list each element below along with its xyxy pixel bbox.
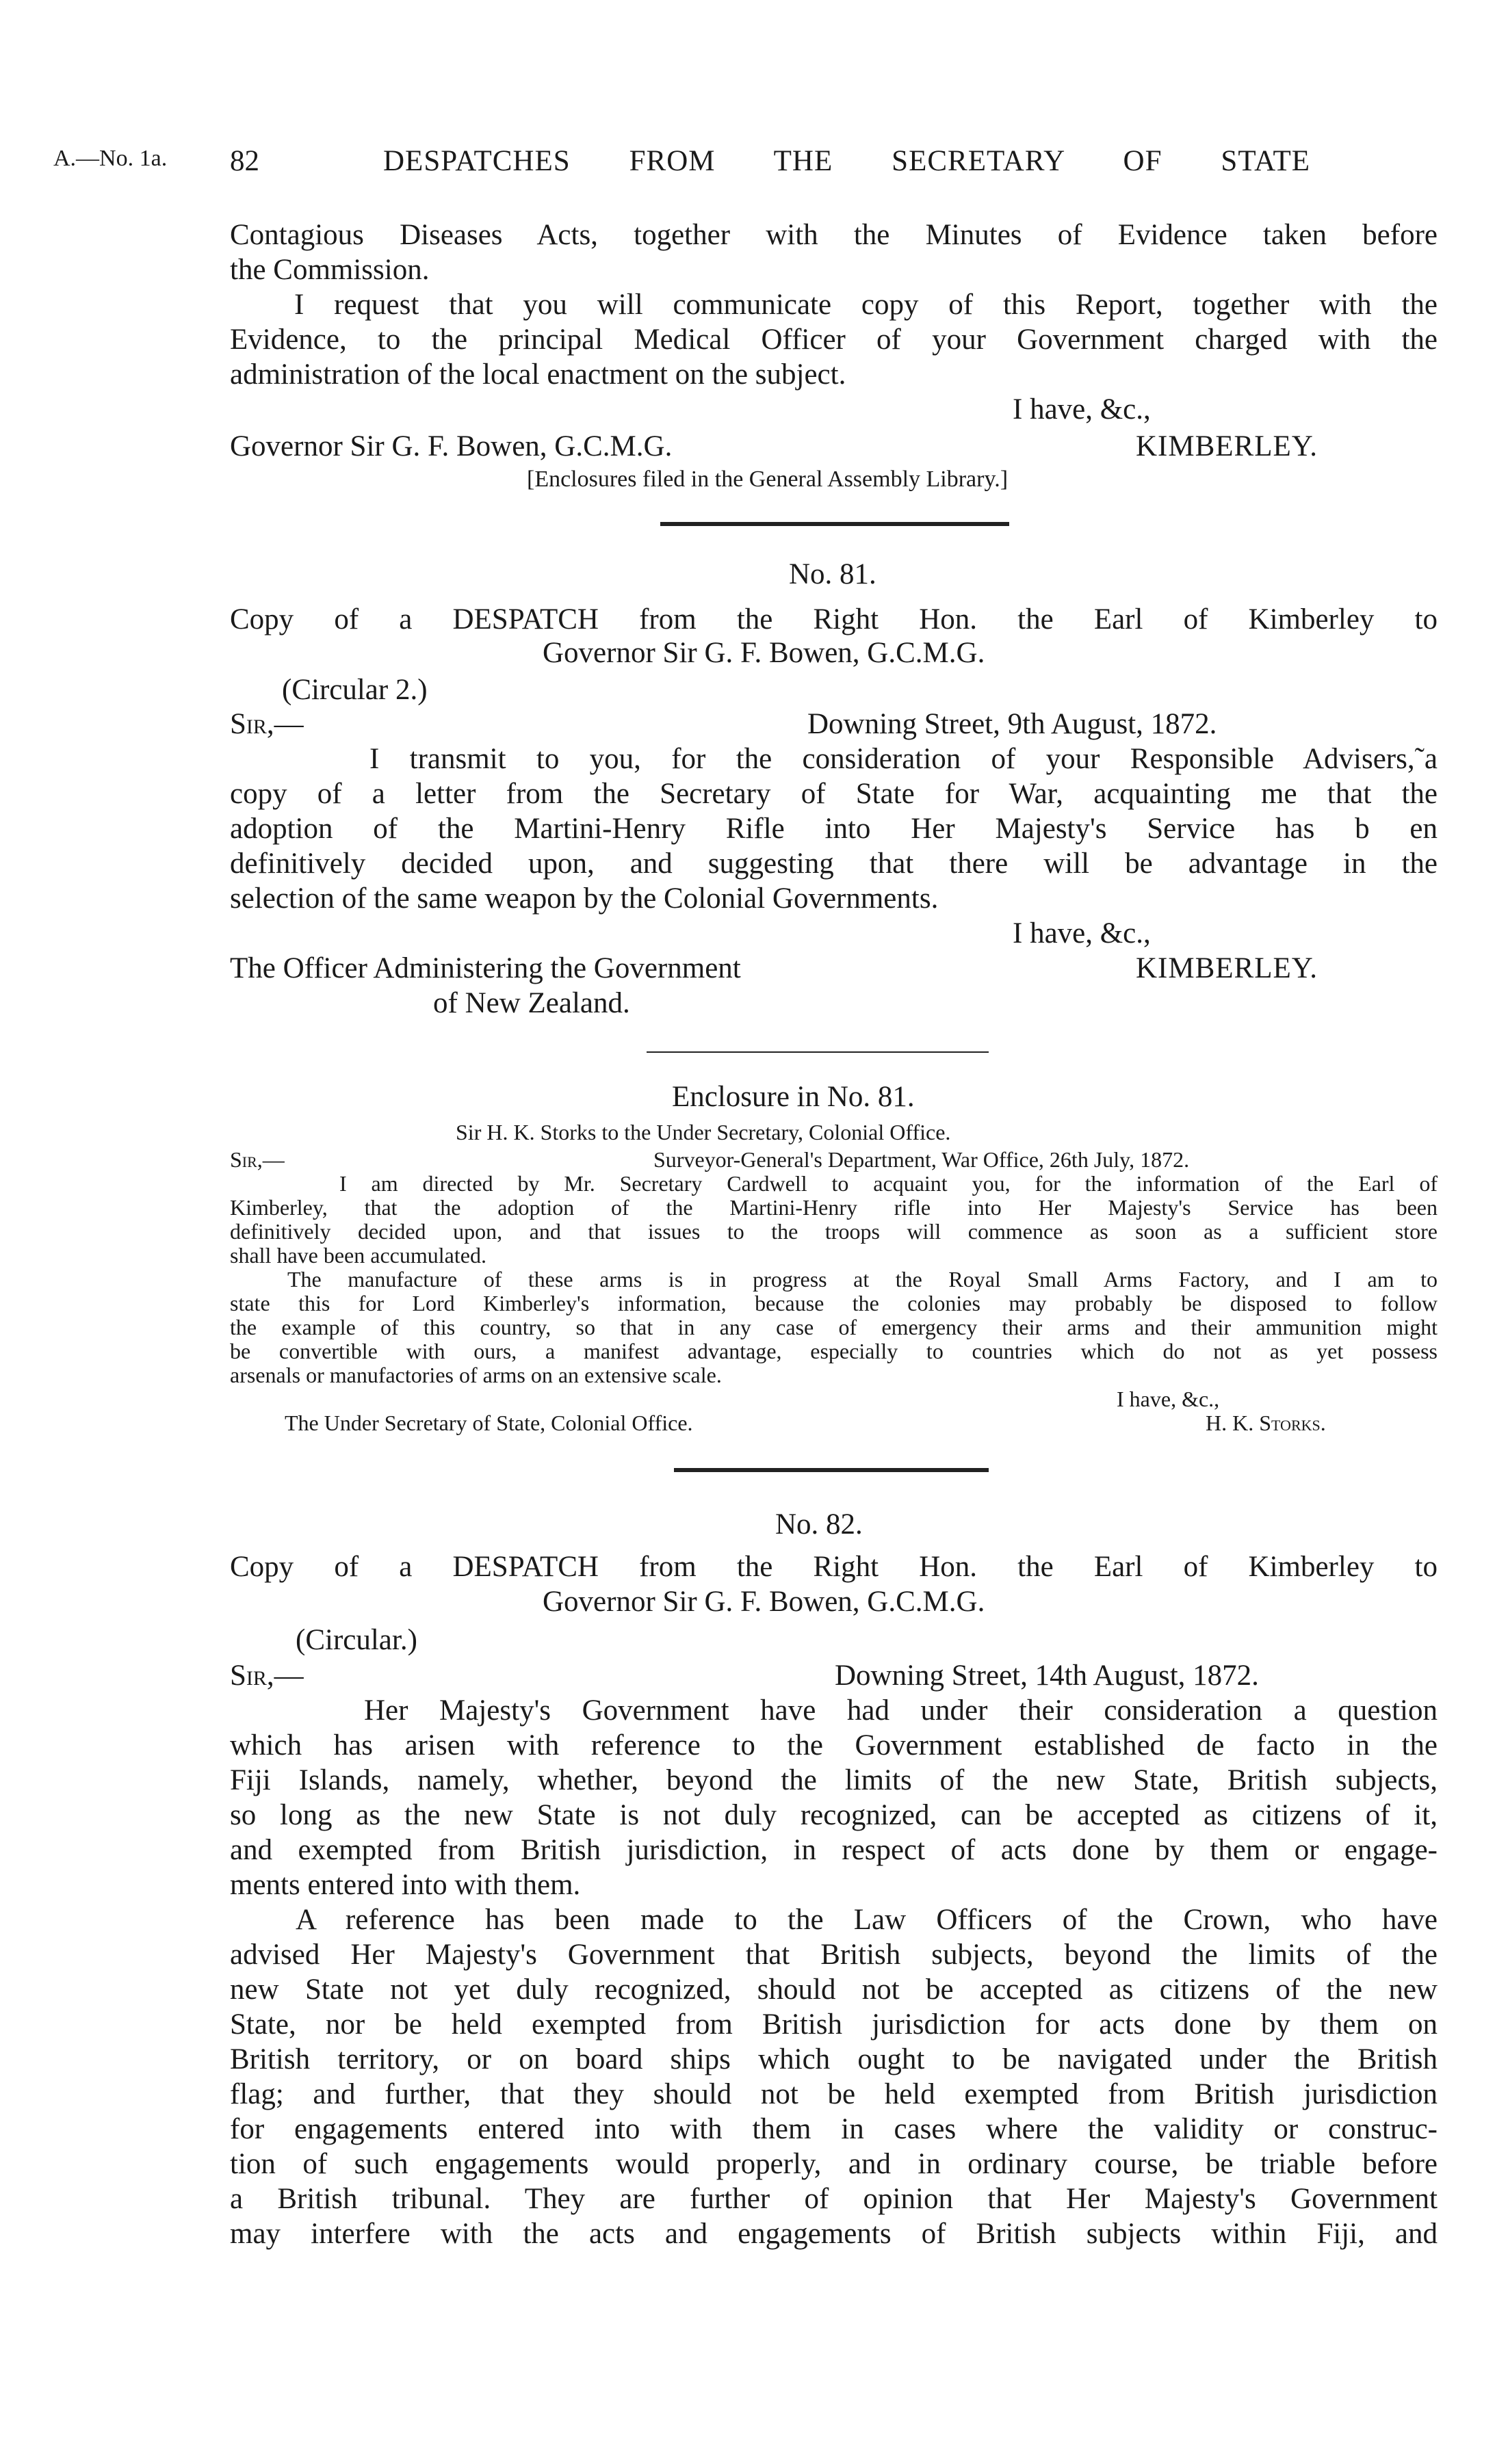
despatch-line: Her Majesty's Government have had under their consideration a question bbox=[364, 1694, 1438, 1727]
despatch-signature: KIMBERLEY. bbox=[1136, 952, 1318, 984]
despatch-addressee: The Officer Administering the Government bbox=[230, 952, 741, 984]
enclosure-line: the example of this country, so that in any case of emergency their arms and their ammunition might bbox=[230, 1315, 1438, 1339]
despatch-line: may interfere with the acts and engagements of British subjects within Fiji, and bbox=[230, 2218, 1438, 2250]
intro-line: administration of the local enactment on the subject. bbox=[230, 358, 846, 391]
intro-line: Evidence, to the principal Medical Officer of your Government charged with the bbox=[230, 324, 1438, 356]
enclosure-signature: H. K. Storks. bbox=[1206, 1411, 1326, 1435]
despatch-line: adoption of the Martini-Henry Rifle into Her Majesty's Service has b en bbox=[230, 813, 1438, 845]
intro-signature: KIMBERLEY. bbox=[1136, 430, 1318, 462]
place-date: Downing Street, 9th August, 1872. bbox=[807, 708, 1217, 740]
enclosure-addressee: The Under Secretary of State, Colonial Office. bbox=[285, 1411, 693, 1435]
despatch-heading: Governor Sir G. F. Bowen, G.C.M.G. bbox=[543, 637, 985, 669]
section-divider bbox=[647, 1051, 989, 1053]
enclosure-subtitle: Sir H. K. Storks to the Under Secretary, Colonial Office. bbox=[456, 1120, 951, 1144]
despatch-heading: Copy of a DESPATCH from the Right Hon. the Earl of Kimberley to bbox=[230, 603, 1438, 635]
despatch-heading: Copy of a DESPATCH from the Right Hon. the Earl of Kimberley to bbox=[230, 1551, 1438, 1583]
despatch-line: I transmit to you, for the consideration of your Responsible Advisers,˜a bbox=[369, 743, 1438, 775]
circular-label: (Circular.) bbox=[296, 1624, 417, 1656]
section-divider bbox=[660, 522, 1009, 526]
enclosure-line: I am directed by Mr. Secretary Cardwell to acquaint you, for the information of the Earl of bbox=[339, 1171, 1438, 1196]
enclosure-line: arsenals or manufactories of arms on an extensive scale. bbox=[230, 1363, 722, 1387]
despatch-line: copy of a letter from the Secretary of State for War, acquainting me that the bbox=[230, 778, 1438, 810]
despatch-number: No. 82. bbox=[775, 1508, 863, 1541]
enclosures-note: [Enclosures filed in the General Assembly Library.] bbox=[527, 467, 1009, 492]
intro-line: I request that you will communicate copy of this Report, together with the bbox=[294, 289, 1438, 321]
place-date: Downing Street, 14th August, 1872. bbox=[835, 1660, 1259, 1692]
section-divider bbox=[674, 1468, 989, 1472]
despatch-line: so long as the new State is not duly recognized, can be accepted as citizens of it, bbox=[230, 1799, 1438, 1831]
despatch-line: Fiji Islands, namely, whether, beyond the limits of the new State, British subjects, bbox=[230, 1764, 1438, 1796]
salutation: Sir,— bbox=[230, 1660, 304, 1692]
enclosure-line: Kimberley, that the adoption of the Martini-Henry rifle into Her Majesty's Service has been bbox=[230, 1195, 1438, 1220]
intro-addressee: Governor Sir G. F. Bowen, G.C.M.G. bbox=[230, 430, 673, 462]
enclosure-line: shall have been accumulated. bbox=[230, 1243, 486, 1268]
despatch-line: ments entered into with them. bbox=[230, 1869, 581, 1901]
despatch-line: selection of the same weapon by the Colonial Governments. bbox=[230, 882, 939, 915]
despatch-closing: I have, &c., bbox=[1013, 917, 1151, 949]
despatch-line: and exempted from British jurisdiction, in respect of acts done by them or engage- bbox=[230, 1834, 1438, 1866]
despatch-line: definitively decided upon, and suggesting that there will be advantage in the bbox=[230, 848, 1438, 880]
despatch-line: for engagements entered into with them in cases where the validity or construc- bbox=[230, 2113, 1438, 2145]
header-ref: A.—No. 1a. bbox=[53, 146, 168, 171]
despatch-number: No. 81. bbox=[789, 558, 876, 590]
despatch-addressee: of New Zealand. bbox=[433, 987, 630, 1019]
despatch-line: State, nor be held exempted from British jurisdiction for acts done by them on bbox=[230, 2008, 1438, 2041]
enclosure-line: state this for Lord Kimberley's information, because the colonies may probably be disposed to follow bbox=[230, 1291, 1438, 1315]
enclosure-salutation: Sir,— bbox=[230, 1147, 285, 1172]
running-title: DESPATCHES FROM THE SECRETARY OF STATE bbox=[383, 145, 1310, 177]
salutation: Sir,— bbox=[230, 708, 304, 740]
intro-closing: I have, &c., bbox=[1013, 393, 1151, 425]
enclosure-line: The manufacture of these arms is in progress at the Royal Small Arms Factory, and I am to bbox=[287, 1267, 1438, 1292]
despatch-line: tion of such engagements would properly, and in ordinary course, be triable before bbox=[230, 2148, 1438, 2180]
despatch-line: which has arisen with reference to the Government established de facto in the bbox=[230, 1729, 1438, 1761]
despatch-line: British territory, or on board ships which ought to be navigated under the British bbox=[230, 2043, 1438, 2075]
enclosure-closing: I have, &c., bbox=[1117, 1387, 1220, 1411]
enclosure-title: Enclosure in No. 81. bbox=[672, 1081, 915, 1113]
intro-line: the Commission. bbox=[230, 254, 430, 286]
despatch-heading: Governor Sir G. F. Bowen, G.C.M.G. bbox=[543, 1586, 985, 1618]
despatch-line: a British tribunal. They are further of opinion that Her Majesty's Government bbox=[230, 2183, 1438, 2215]
enclosure-place-date: Surveyor-General's Department, War Office, 26th July, 1872. bbox=[653, 1147, 1190, 1172]
circular-label: (Circular 2.) bbox=[282, 674, 428, 706]
intro-line: Contagious Diseases Acts, together with the Minutes of Evidence taken before bbox=[230, 219, 1438, 251]
despatch-line: flag; and further, that they should not be held exempted from British jurisdiction bbox=[230, 2078, 1438, 2110]
despatch-line: A reference has been made to the Law Officers of the Crown, who have bbox=[296, 1904, 1438, 1936]
page-number: 82 bbox=[230, 145, 259, 177]
enclosure-line: definitively decided upon, and that issues to the troops will commence as soon as a sufficient store bbox=[230, 1219, 1438, 1244]
despatch-line: advised Her Majesty's Government that British subjects, beyond the limits of the bbox=[230, 1939, 1438, 1971]
despatch-line: new State not yet duly recognized, should not be accepted as citizens of the new bbox=[230, 1974, 1438, 2006]
enclosure-line: be convertible with ours, a manifest advantage, especially to countries which do not as yet possess bbox=[230, 1339, 1438, 1363]
